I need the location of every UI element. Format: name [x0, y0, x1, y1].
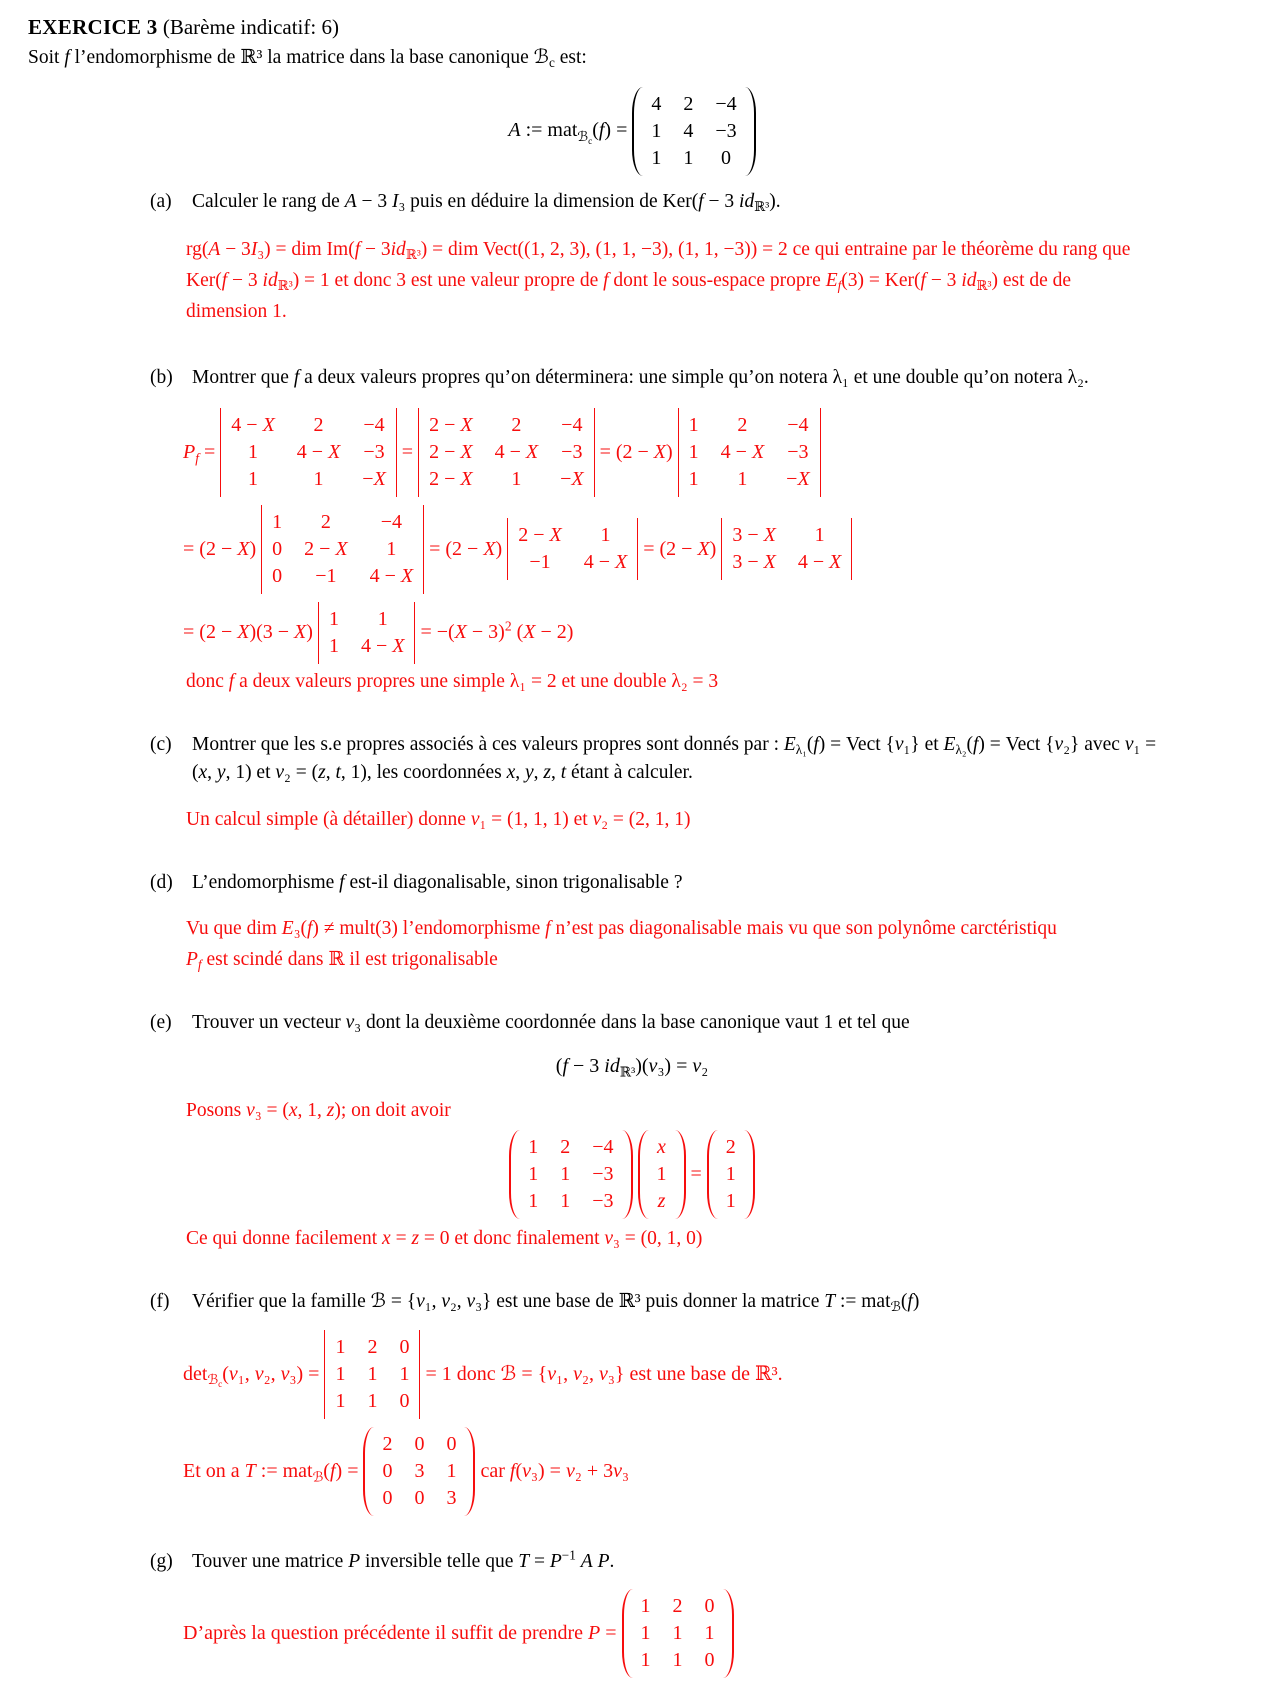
math-text: = (2 − X) — [638, 537, 722, 560]
right-paren — [744, 1130, 755, 1219]
math-text: = — [396, 440, 419, 463]
matrix-cell: 2 — [560, 1135, 571, 1158]
matrix-cell: 1 — [313, 467, 324, 490]
matrix-cell: 1 — [600, 524, 611, 547]
math-text: = $-(X - 3)^2$ (X − 2) — [415, 618, 574, 644]
matrix-cell: 1 — [386, 537, 397, 560]
item-d-answer-line-2: $P_f$ est scindé dans ℝ il est trigonalisable — [186, 949, 498, 973]
matrix-cell: −4 — [715, 92, 737, 115]
determinant-matrix — [261, 505, 424, 594]
matrix-cell: 1 — [688, 413, 699, 436]
item-e-note-1: Posons v₃ = (x, 1, z); on doit avoir — [186, 1099, 451, 1121]
matrix-cell: 2 — [683, 92, 694, 115]
matrix-cell: 1 — [446, 1460, 457, 1483]
item-f-determinant-line — [183, 1330, 1236, 1419]
matrix-cell: −3 — [592, 1162, 614, 1185]
matrix-cell: 1 — [528, 1162, 539, 1185]
matrix-cell: −1 — [315, 564, 337, 587]
matrix-cell: 4 − X — [296, 440, 341, 463]
item-b-derivation-line-2 — [183, 505, 1236, 594]
paren-matrix — [363, 1427, 475, 1516]
matrix-cell: 1 — [377, 607, 388, 630]
item-e-label: (e) — [150, 1012, 172, 1034]
matrix-cell: 1 — [248, 440, 259, 463]
matrix-cell: 1 — [814, 524, 825, 547]
paren-matrix — [638, 1130, 686, 1219]
matrix-cell: 0 — [399, 1336, 410, 1359]
matrix-cell: 2 — [511, 413, 522, 436]
determinant-matrix — [324, 1330, 420, 1419]
matrix-cell: 4 — [651, 92, 662, 115]
intro-text: Soit f l’endomorphisme de ℝ³ la matrice dans la base canonique ℬ$_c$ est: — [28, 47, 587, 71]
matrix-cell: 1 — [367, 1363, 378, 1386]
matrix-cell: − X — [786, 467, 810, 490]
matrix-cell: −4 — [380, 510, 402, 533]
matrix-cell: 2 — [725, 1135, 736, 1158]
item-f — [150, 1288, 1236, 1316]
matrix-cell: 4 − X — [360, 634, 405, 657]
matrix-cell: 0 — [382, 1487, 393, 1510]
matrix-cell: 2 − X — [429, 413, 473, 436]
right-paren — [622, 1130, 633, 1219]
matrix-cell: 1 — [335, 1363, 346, 1386]
matrix-cell: 2 − X — [429, 440, 473, 463]
matrix-cell: −3 — [715, 119, 737, 142]
matrix-cell: 1 — [328, 607, 339, 630]
matrix-cell: 2 — [737, 413, 748, 436]
matrix-cell: 2 — [313, 413, 324, 436]
math-text: = (2 − X) — [183, 537, 262, 560]
item-b-derivation-line-1 — [183, 408, 1236, 497]
matrix-cell: 4 − X — [369, 564, 414, 587]
matrix-cell: 1 — [640, 1621, 651, 1644]
determinant-matrix — [418, 408, 595, 497]
right-paren — [464, 1427, 475, 1516]
item-f-label: (f) — [150, 1290, 170, 1312]
matrix-cell: 4 — [683, 119, 694, 142]
paren-matrix — [509, 1130, 632, 1219]
item-d — [150, 869, 1236, 897]
left-paren — [509, 1130, 520, 1219]
matrix-cell: 3 — [414, 1460, 425, 1483]
matrix-cell: 1 — [511, 467, 522, 490]
matrix-cell: −1 — [529, 551, 551, 574]
matrix-cell: −4 — [592, 1135, 614, 1158]
matrix-cell: 1 — [335, 1390, 346, 1413]
item-b-conclusion: donc f a deux valeurs propres une simple λ₁ = 2 et une double λ₂ = 3 — [186, 670, 719, 692]
matrix-cell: −3 — [363, 440, 385, 463]
matrix-cell: 0 — [704, 1648, 715, 1671]
matrix-cell: 4 − X — [797, 551, 842, 574]
item-a-question: Calculer le rang de A − 3 I₃ puis en déduire la dimension de Ker(f − 3 $id_{ℝ^3}$). — [192, 190, 781, 214]
left-paren — [638, 1130, 649, 1219]
matrix-cell: 0 — [704, 1594, 715, 1617]
matrix-cell: 2 − X — [429, 467, 473, 490]
matrix-cell: −4 — [363, 413, 385, 436]
item-b — [150, 364, 1236, 392]
math-text: = 1 donc ℬ = {v₁, v₂, v₃} est une base de ℝ³. — [420, 1363, 783, 1386]
item-d-label: (d) — [150, 871, 173, 893]
matrix-cell: 1 — [651, 119, 662, 142]
item-g-label: (g) — [150, 1551, 173, 1573]
matrix-cell: −4 — [561, 413, 583, 436]
item-e-question: Trouver un vecteur v₃ dont la deuxième coordonnée dans la base canonique vaut 1 et tel que — [192, 1012, 910, 1034]
item-b-label: (b) — [150, 366, 173, 388]
math-text: car f(v₃) = v₂ + 3v₃ — [475, 1460, 629, 1483]
matrix-cell: 2 − X — [304, 537, 348, 560]
item-e — [150, 1009, 1236, 1037]
matrix-cell: 0 — [272, 537, 283, 560]
matrix-cell: 1 — [672, 1648, 683, 1671]
item-d-question: L’endomorphisme f est-il diagonalisable, sinon trigonalisable ? — [192, 871, 683, 893]
item-e-note-2: Ce qui donne facilement x = z = 0 et donc finalement v₃ = (0, 1, 0) — [186, 1227, 703, 1249]
item-c-answer: Un calcul simple (à détailler) donne v₁ = (1, 1, 1) et v₂ = (2, 1, 1) — [186, 808, 691, 830]
matrix-cell: 4 − X — [494, 440, 539, 463]
matrix-cell: − X — [560, 467, 584, 490]
matrix-cell: 2 − X — [518, 524, 562, 547]
item-f-question: Vérifier que la famille ℬ = {v₁, v₂, v₃} est une base de ℝ³ puis donner la matrice T := mat$_ℬ$(f) — [192, 1290, 920, 1315]
item-a-label: (a) — [150, 190, 172, 212]
matrix-cell: 2 — [672, 1594, 683, 1617]
matrix-cell: 1 — [399, 1363, 410, 1386]
matrix-cell: −3 — [787, 440, 809, 463]
item-a — [150, 188, 1236, 216]
item-c-label: (c) — [150, 733, 172, 755]
matrix-cell: 1 — [704, 1621, 715, 1644]
matrix-cell: 4 − X — [720, 440, 765, 463]
matrix-cell: 1 — [725, 1162, 736, 1185]
item-g-question: Touver une matrice P inversible telle que $T = P^{-1}$ A P. — [192, 1547, 615, 1573]
math-text: $P_f$ = — [183, 440, 221, 466]
matrix-cell: 2 — [320, 510, 331, 533]
matrix-cell: 0 — [446, 1433, 457, 1456]
determinant-matrix — [220, 408, 397, 497]
math-text: $\det_{ℬ_c}(v_1$, v₂, v₃) = — [183, 1362, 325, 1390]
matrix-cell: 1 — [725, 1189, 736, 1212]
matrix-cell: 1 — [272, 510, 283, 533]
math-text: (f − 3 $id_{ℝ^3})(v_3) = v_2$ — [555, 1054, 709, 1079]
matrix-cell: 1 — [248, 467, 259, 490]
matrix-cell: 1 — [688, 467, 699, 490]
matrix-cell: 0 — [414, 1433, 425, 1456]
determinant-matrix — [678, 408, 821, 497]
math-text: = — [685, 1162, 707, 1185]
right-paren — [675, 1130, 686, 1219]
item-c — [150, 731, 1236, 788]
matrix-cell: 4 − X — [231, 413, 275, 436]
equation-matrix-A — [28, 87, 1236, 176]
matrix-cell: 3 − X — [732, 524, 776, 547]
matrix-cell: 1 — [367, 1390, 378, 1413]
matrix-cell: 2 — [382, 1433, 393, 1456]
matrix-cell: 4 − X — [583, 551, 628, 574]
matrix-cell: −4 — [787, 413, 809, 436]
left-paren — [707, 1130, 718, 1219]
item-e-matrix-equation — [28, 1130, 1236, 1219]
paren-matrix — [707, 1130, 755, 1219]
math-text: = (2 − X) — [594, 440, 678, 463]
math-text: A := mat$_{ℬ_c}$(f) = — [508, 119, 633, 146]
matrix-cell: 0 — [272, 564, 283, 587]
right-paren — [723, 1589, 734, 1678]
item-a-answer: rg(A − 3I₃) = dim $Im(f - 3id_{ℝ^3})$ = dim Vect((1, 2, 3), (1, 1, −3), (1, 1, −3)) = 2 ce qui entraine par le théorème du rang que Ker(f − 3 $id_{ℝ^3}) = 1$ et donc 3 est une valeur propre de f dont le sous-espace propre $E_f(3) = Ker(f - 3$ $id_{ℝ^3}$) est de de dimension 1. — [186, 238, 1131, 323]
matrix-cell: 3 — [446, 1487, 457, 1510]
math-text: D’après la question précédente il suffit de prendre P = — [183, 1621, 622, 1644]
matrix-cell: 1 — [640, 1648, 651, 1671]
exercise-number: EXERCICE 3 — [28, 15, 158, 39]
math-text: = (2 − X) — [424, 537, 508, 560]
item-f-matrix-T-line — [183, 1427, 1236, 1516]
item-g-matrix-P-line — [183, 1589, 1236, 1678]
matrix-cell: 0 — [399, 1390, 410, 1413]
exercise-title — [28, 12, 1236, 42]
matrix-cell: z — [657, 1189, 666, 1212]
matrix-cell: 1 — [560, 1189, 571, 1212]
paren-matrix — [632, 87, 755, 176]
matrix-cell: 1 — [672, 1621, 683, 1644]
matrix-cell: 1 — [651, 146, 662, 169]
item-d-answer-line-1: Vu que dim E₃(f) ≠ mult(3) l’endomorphisme f n’est pas diagonalisable mais vu que son polynôme carctéristiqu — [186, 917, 1057, 939]
math-text: Et on a T := mat$_ℬ$(f) = — [183, 1460, 364, 1485]
matrix-cell: − X — [362, 467, 386, 490]
matrix-cell: 1 — [688, 440, 699, 463]
matrix-cell: 3 − X — [732, 551, 776, 574]
item-g — [150, 1548, 1236, 1576]
matrix-cell: 2 — [367, 1336, 378, 1359]
left-paren — [632, 87, 643, 176]
item-b-derivation-line-3 — [183, 602, 1236, 664]
item-e-equation — [28, 1052, 1236, 1081]
matrix-cell: 1 — [335, 1336, 346, 1359]
item-c-question: Montrer que les s.e propres associés à ces valeurs propres sont donnés par : $E_{\lambda_1}(f)$ = Vect {v₁} et $E_{\lambda_2}(f)$ = Vect {v₂} avec v₁ = (x, y, 1) et v₂ = (z, t, 1), les coordonnées x, y, z, t étant à calculer. — [192, 733, 1157, 784]
matrix-cell: 1 — [528, 1189, 539, 1212]
exercise-bareme: (Barème indicatif: 6) — [157, 15, 339, 39]
matrix-cell: −3 — [592, 1189, 614, 1212]
matrix-cell: 1 — [683, 146, 694, 169]
left-paren — [363, 1427, 374, 1516]
right-paren — [745, 87, 756, 176]
math-text: = (2 − X)(3 − X) — [183, 621, 318, 644]
matrix-cell: 1 — [656, 1162, 667, 1185]
matrix-cell: 1 — [528, 1135, 539, 1158]
matrix-cell: x — [657, 1135, 666, 1158]
determinant-matrix — [318, 602, 416, 664]
matrix-cell: −3 — [561, 440, 583, 463]
matrix-cell: 1 — [560, 1162, 571, 1185]
matrix-cell: 1 — [328, 634, 339, 657]
paren-matrix — [622, 1589, 734, 1678]
matrix-cell: 0 — [721, 146, 732, 169]
matrix-cell: 0 — [414, 1487, 425, 1510]
matrix-cell: 0 — [382, 1460, 393, 1483]
determinant-matrix — [721, 518, 852, 580]
determinant-matrix — [507, 518, 638, 580]
matrix-cell: 1 — [737, 467, 748, 490]
matrix-cell: 1 — [640, 1594, 651, 1617]
left-paren — [622, 1589, 633, 1678]
item-b-question: Montrer que f a deux valeurs propres qu’on déterminera: une simple qu’on notera λ₁ et une double qu’on notera λ₂. — [192, 366, 1089, 388]
